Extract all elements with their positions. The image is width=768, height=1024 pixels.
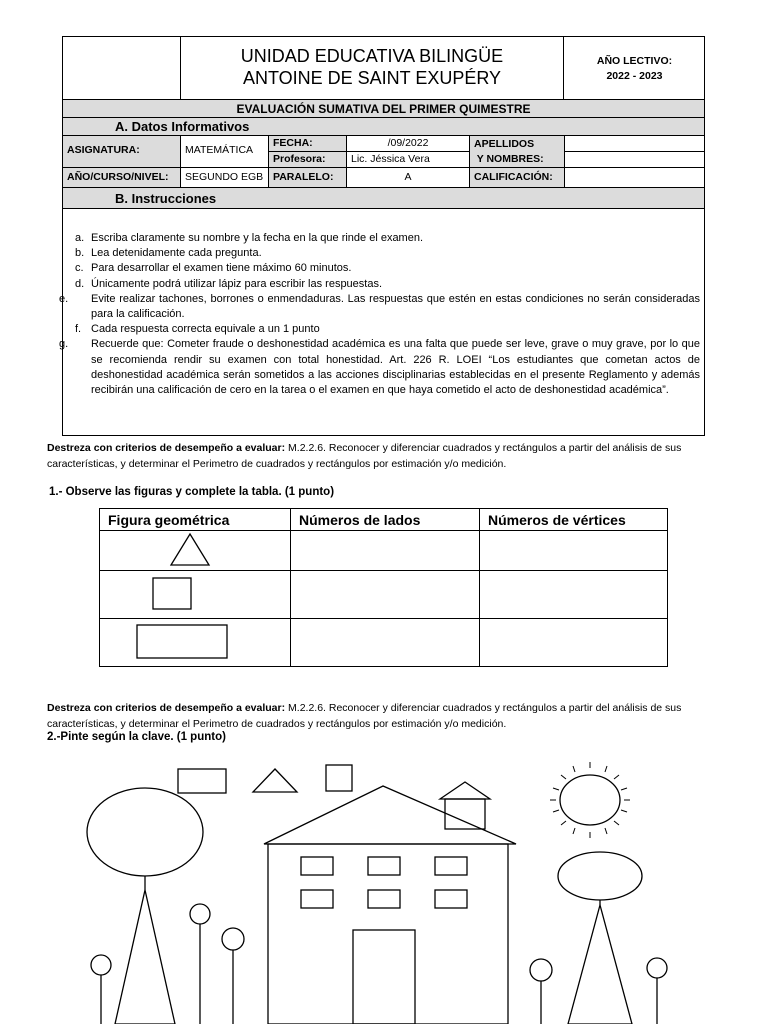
instructions-list [59, 231, 700, 398]
square-icon [108, 571, 280, 615]
vertices-answer[interactable] [480, 571, 668, 619]
eval-title-text: EVALUACIÓN SUMATIVA DEL PRIMER QUIMESTRE [236, 102, 531, 116]
lados-answer[interactable] [291, 531, 480, 571]
instruction-item: f. Cada respuesta correcta equivale a un 1 punto [75, 323, 320, 336]
key-rectangle-shape [178, 769, 226, 793]
fecha-label: FECHA: [269, 136, 347, 152]
figures-table [99, 508, 668, 667]
instruction-item: b. Lea detenidamente cada pregunta. [75, 247, 262, 260]
left-tree-trunk-triangle [115, 890, 175, 1024]
section-b-heading [63, 188, 704, 209]
instruction-item: a. Escriba claramente su nombre y la fecha en la que rinde el examen. [75, 232, 424, 244]
curso-label: AÑO/CURSO/NIVEL: [63, 168, 181, 188]
school-name-line2: ANTOINE DE SAINT EXUPÉRY [242, 68, 502, 88]
instruction-item: c. Para desarrollar el examen tiene máximo 60 minutos. [75, 262, 352, 275]
lados-answer[interactable] [291, 619, 480, 667]
house-body [268, 844, 508, 1024]
left-tree-top [87, 788, 203, 876]
destreza-1 [47, 440, 712, 472]
rectangle-icon [108, 619, 280, 663]
profesora-label: Profesora: [269, 152, 347, 168]
table-row [100, 531, 668, 571]
key-square-shape [326, 765, 352, 791]
table-row [100, 619, 668, 667]
destreza-1-label: Destreza con criterios de desempeño a evaluar: [47, 442, 286, 454]
calificacion-field[interactable] [565, 168, 704, 188]
vertices-answer[interactable] [480, 619, 668, 667]
logo-cell [63, 37, 181, 99]
school-year-label: AÑO LECTIVO: [596, 55, 673, 67]
asignatura-label: ASIGNATURA: [63, 136, 181, 168]
instruction-item: g. Recuerde que: Cometer fraude o deshonestidad académica es una falta que puede ser leve, grave o muy grave, por lo que se recomienda rendir su examen con total honestidad. Art. 226 R. LOEI “Los estudiantes que cometan actos de deshonestidad académica serán sometidos a las acciones disciplinarias establecidas en el presente Reglamento y además recibirán una calificación de cero en la tarea o el examen en que haya cometido el acto de deshonestidad académica”. [59, 338, 700, 397]
right-tree-top [558, 852, 642, 900]
school-year-value: 2022 - 2023 [606, 70, 663, 82]
key-triangle-shape [253, 769, 297, 792]
school-name-line1: UNIDAD EDUCATIVA BILINGÜE [240, 46, 504, 66]
apellidos-field[interactable] [565, 136, 704, 152]
paralelo-value: A [347, 168, 470, 188]
right-tree-triangle [568, 905, 632, 1024]
school-name [181, 37, 564, 99]
school-year [564, 37, 705, 99]
paralelo-label: PARALELO: [269, 168, 347, 188]
vertices-answer[interactable] [480, 531, 668, 571]
asignatura-value: MATEMÁTICA [181, 136, 269, 168]
header-vertices: Números de vértices [480, 509, 668, 531]
question-1-title: 1.- Observe las figuras y complete la tabla. (1 punto) [49, 486, 335, 498]
coloring-scene [0, 748, 768, 1024]
calificacion-label: CALIFICACIÓN: [470, 168, 565, 188]
instruction-item: e. Evite realizar tachones, borrones o enmendaduras. Las respuestas que estén en estas condiciones no serán consideradas para la calificación. [59, 292, 700, 321]
question-2-title: 2.-Pinte según la clave. (1 punto) [47, 731, 226, 743]
destreza-1-text: M.2.2.6. Reconocer y diferenciar cuadrados y rectángulos a partir del análisis de sus características, y determinar el Perimetro de cuadrados y rectángulos por estimación y/o medición. [47, 442, 682, 470]
destreza-2 [47, 700, 712, 732]
nombres-field[interactable] [565, 152, 704, 168]
fecha-value: /09/2022 [347, 136, 470, 152]
house-door [353, 930, 415, 1024]
sun-icon [550, 762, 630, 838]
eval-title [63, 99, 704, 118]
destreza-2-text: M.2.2.6. Reconocer y diferenciar cuadrados y rectángulos a partir del análisis de sus características, y determinar el Perimetro de cuadrados y rectángulos por estimación y/o medición. [47, 702, 682, 730]
chimney-tower [445, 799, 485, 829]
house-icon [264, 782, 516, 1024]
table-row [100, 571, 668, 619]
figure-cell-triangle [100, 531, 291, 571]
section-a-heading [63, 118, 704, 136]
header-lados: Números de lados [291, 509, 480, 531]
curso-value: SEGUNDO EGB [181, 168, 269, 188]
chimney-roof [440, 782, 490, 799]
figure-cell-rectangle [100, 619, 291, 667]
figures-table-header [100, 509, 668, 531]
instruction-item: d. Únicamente podrá utilizar lápiz para escribir las respuestas. [75, 277, 383, 290]
figure-cell-square [100, 571, 291, 619]
triangle-icon [108, 531, 280, 567]
section-a-text: A. Datos Informativos [115, 119, 250, 134]
profesora-value: Lic. Jéssica Vera [347, 152, 470, 168]
header-figura: Figura geométrica [100, 509, 291, 531]
apellidos-label: APELLIDOS Y NOMBRES: [470, 136, 565, 168]
lados-answer[interactable] [291, 571, 480, 619]
destreza-2-label: Destreza con criterios de desempeño a evaluar: [47, 702, 286, 714]
section-b-text: B. Instrucciones [115, 191, 217, 206]
house-roof [264, 786, 516, 844]
